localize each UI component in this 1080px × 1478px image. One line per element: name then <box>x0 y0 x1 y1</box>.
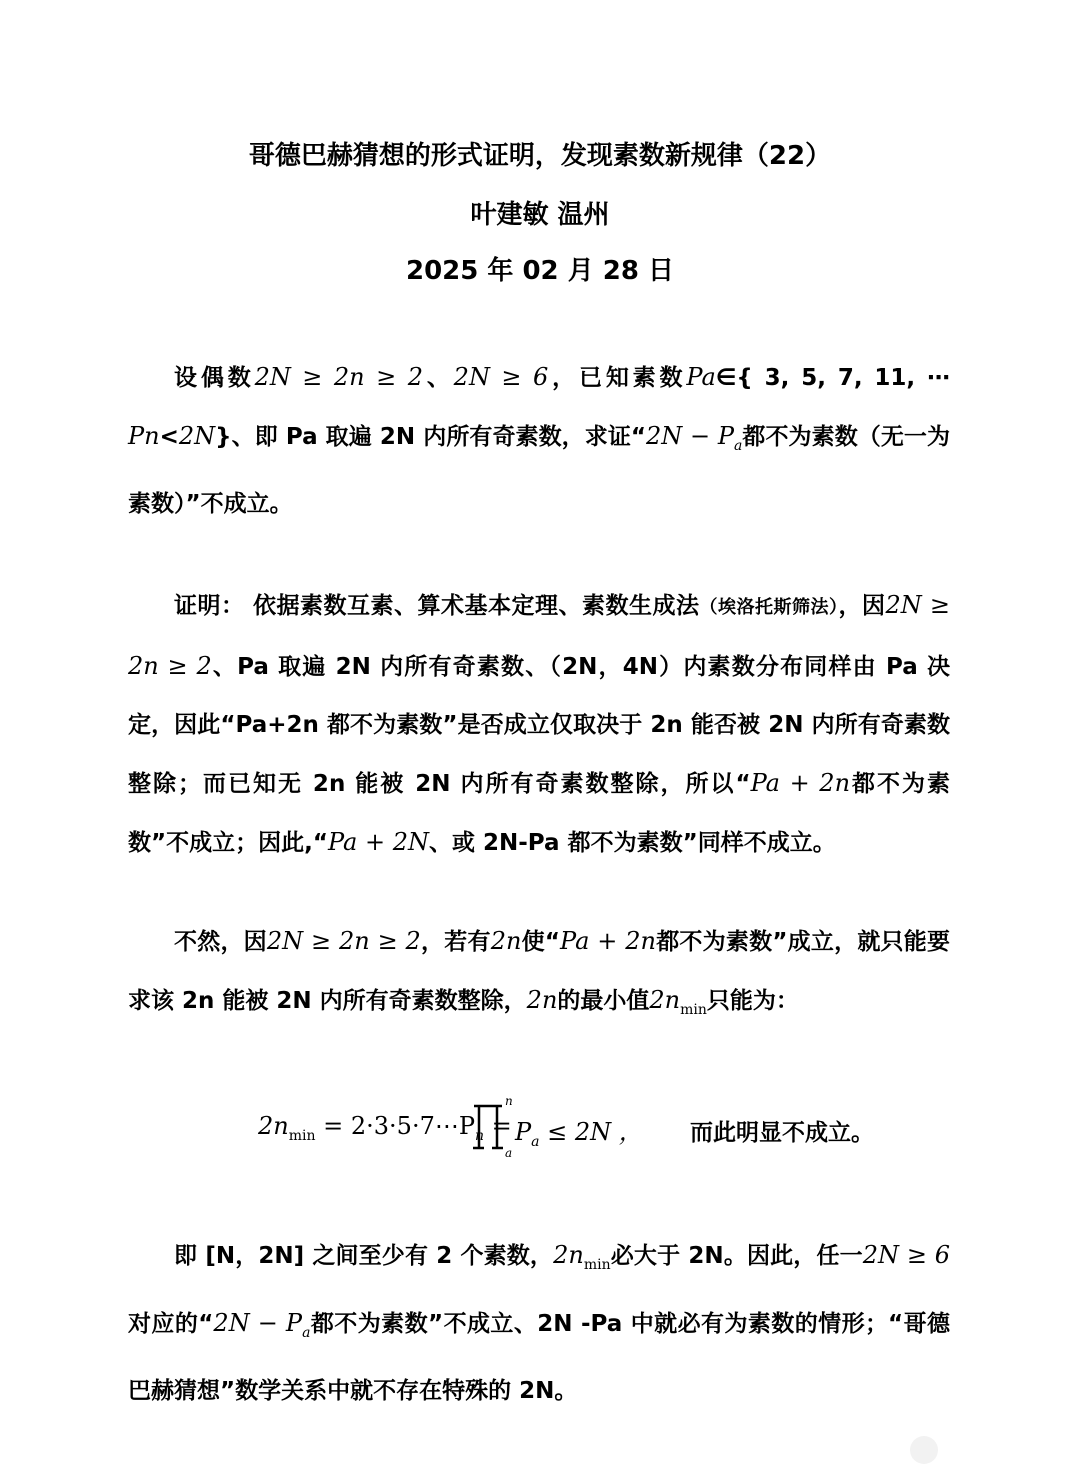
problem-statement-paragraph <box>128 348 950 533</box>
p3-text-4: 都不为素数”成立，就只能要求该 2n 能被 2N 内所有奇素数整除， <box>128 929 951 1014</box>
p2-math-3: Pa + 2N <box>327 828 429 856</box>
p3-text-2: ，若有 <box>420 929 491 955</box>
p1-text-3: ，已知素数 <box>548 365 687 391</box>
p3-text-3: 使“ <box>521 929 561 955</box>
p4-math-1: $2n_{min}$ <box>553 1241 611 1273</box>
p3-text-5: 的最小值 <box>557 988 650 1014</box>
p1-math-2: 2N ≥ 6 <box>453 363 549 391</box>
p4-math-3: $2N - P_a$ <box>213 1308 311 1341</box>
p1-math-3: Pa <box>686 363 716 391</box>
p3-math-2: 2n <box>490 927 522 955</box>
p4-text-3: 对应的“ <box>128 1310 214 1337</box>
p2-text-5: 、或 2N-Pa 都不为素数”同样不成立。 <box>429 830 836 856</box>
p1-text-7: 都不为素数（无一为素数）”不成立。 <box>128 424 950 517</box>
p2-text-3: 、Pa 取遍 2N 内所有奇素数、（2N，4N）内素数分布同样由 Pa 决定，因此“Pa+2n 都不为素数”是否成立仅取决于 2n 能否被 2N 内所有奇素数整除；而已知无 2n 能被 2N 内所有奇素数整除，所以“ <box>128 654 950 797</box>
display-formula <box>0 1090 1080 1170</box>
p4-text-1: 即 [N，2N] 之间至少有 2 个素数， <box>174 1243 554 1269</box>
p4-text-2: 必大于 2N。因此，任一 <box>610 1243 863 1269</box>
p4-math-2: 2N ≥ 6 <box>862 1241 951 1269</box>
document-author: 叶建敏 温州 <box>470 200 610 230</box>
p1-text-2: 、 <box>422 365 454 391</box>
proof-paragraph <box>128 576 950 872</box>
p1-text-5: < <box>159 424 179 450</box>
document-title: 哥德巴赫猜想的形式证明，发现素数新规律（22） <box>248 141 832 171</box>
p2-text-4: 都不为素数”不成立；因此,“ <box>128 771 951 856</box>
conclusion-paragraph <box>128 1226 950 1420</box>
product-upper-limit: n <box>505 1094 513 1108</box>
p2-math-2: Pa + 2n <box>750 769 851 797</box>
p3-math-4: 2n <box>526 986 558 1014</box>
p1-text-4: ∈{ 3, 5, 7, 11, ⋯ <box>715 365 951 391</box>
p3-math-3: Pa + 2n <box>560 927 656 955</box>
p2-small-note: （埃洛托斯筛法） <box>699 597 839 618</box>
formula-note: 而此明显不成立。 <box>690 1120 874 1146</box>
document-date: 2025 年 02 月 28 日 <box>406 256 674 286</box>
p1-math-5: 2N <box>178 422 216 450</box>
product-lower-limit: a <box>505 1146 513 1160</box>
p2-math-1: 2N ≥ 2n ≥ 2 <box>128 591 951 680</box>
formula-left-part: $2n_{min}$ = $2\cdot 3\cdot 5\cdot 7\cdots P_n$ = <box>258 1112 512 1144</box>
p1-math-6: $2N - P_a$ <box>646 422 743 454</box>
watermark-icon <box>910 1436 938 1464</box>
product-symbol <box>470 1096 506 1156</box>
p2-text-1: 证明： 依据素数互素、算术基本定理、素数生成法 <box>174 593 700 619</box>
p1-text-6: }、即 Pa 取遍 2N 内所有奇素数，求证“ <box>215 424 647 450</box>
p2-text-2: ，因 <box>838 593 886 619</box>
p1-text-1: 设偶数 <box>174 365 255 391</box>
p3-text-1: 不然，因 <box>174 929 267 955</box>
p1-math-4: Pn <box>128 422 160 450</box>
p1-math-1: 2N ≥ 2n ≥ 2 <box>254 363 423 391</box>
p3-text-6: 只能为： <box>706 988 799 1014</box>
contradiction-paragraph <box>128 912 950 1039</box>
p3-math-1: 2N ≥ 2n ≥ 2 <box>266 927 421 955</box>
p4-text-4: 都不为素数”不成立、2N -Pa 中就必有为素数的情形；“哥德巴赫猜想”数学关系中就不存在特殊的 2N。 <box>128 1310 950 1404</box>
p3-math-5: $2n_{min}$ <box>649 986 707 1018</box>
formula-right-part: $P_a \le 2N$ ， <box>515 1118 643 1150</box>
